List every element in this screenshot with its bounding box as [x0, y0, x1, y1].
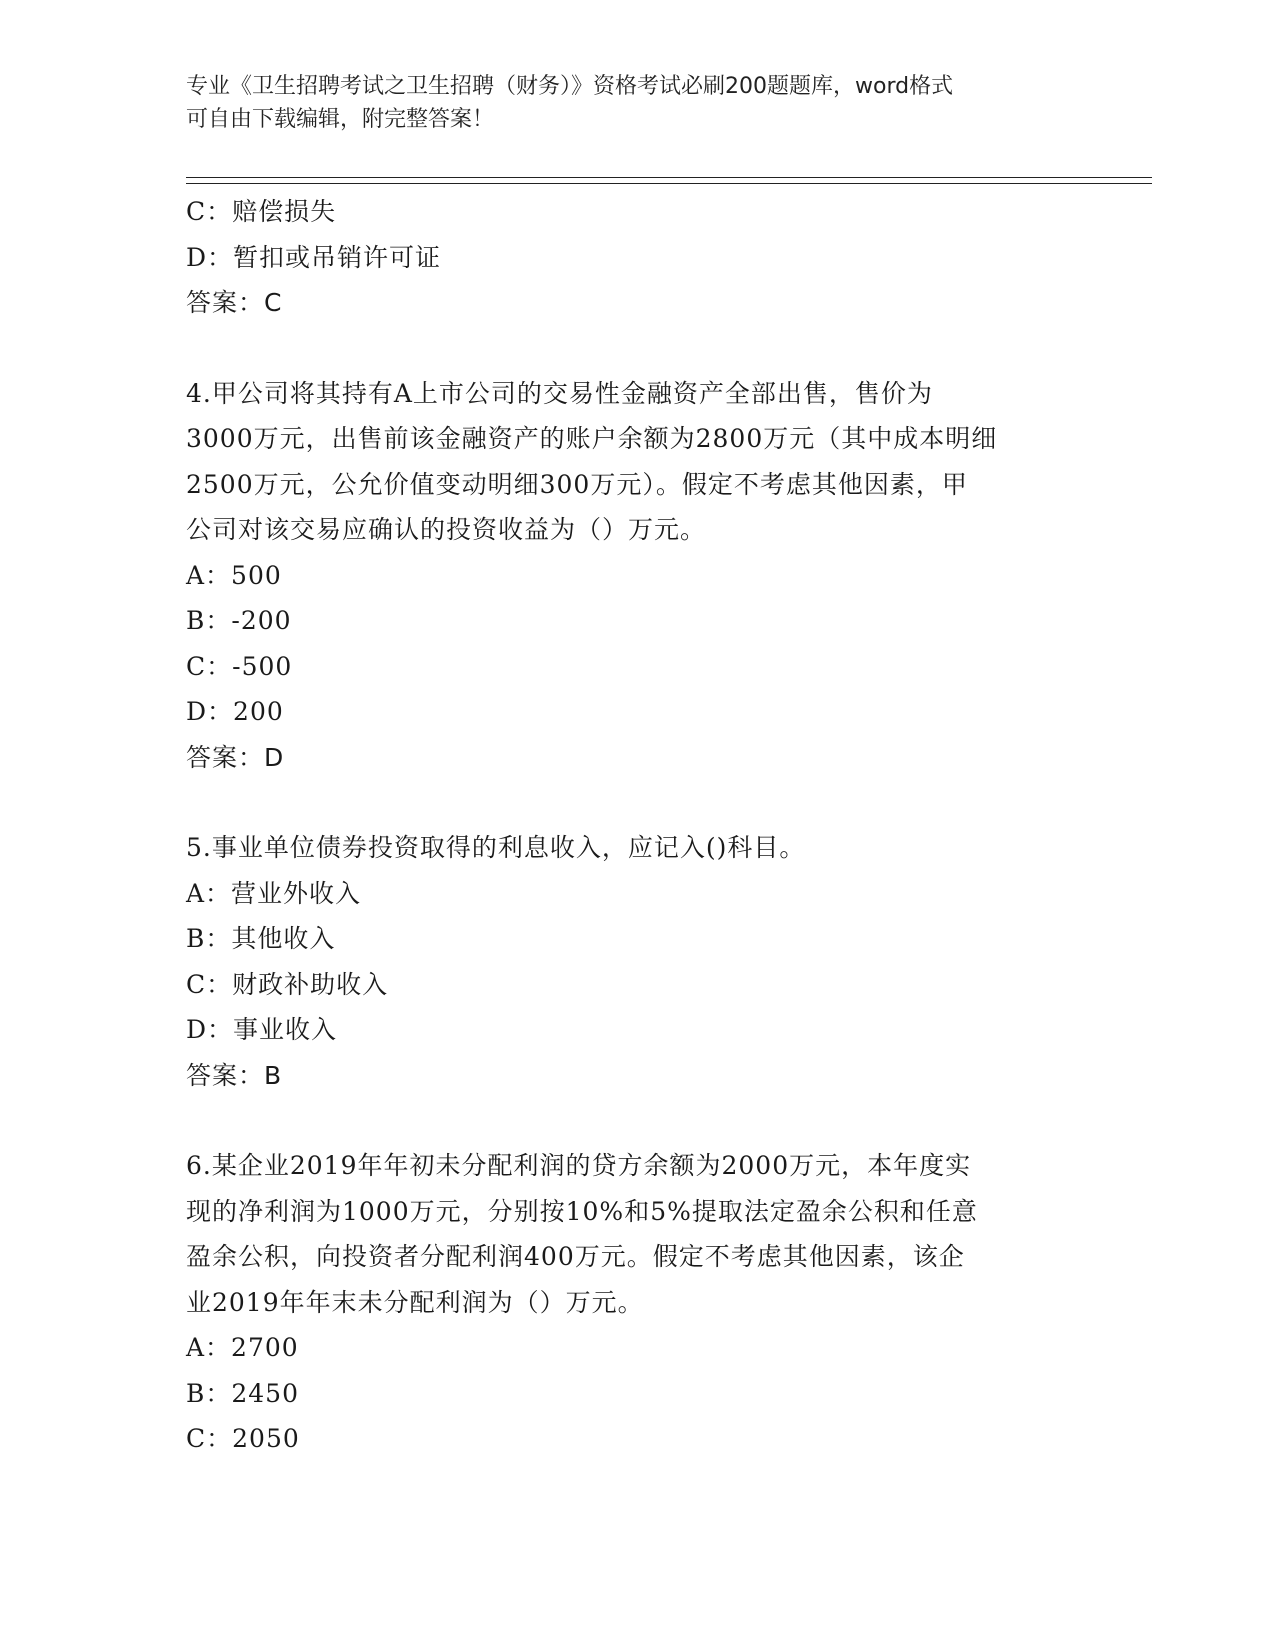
option-b: B：2450 [186, 1378, 299, 1408]
header-rule-top [186, 177, 1152, 178]
question-stem-line: 4.甲公司将其持有A上市公司的交易性金融资产全部出售，售价为 [186, 378, 933, 408]
question-stem-line: 公司对该交易应确认的投资收益为（）万元。 [186, 515, 707, 544]
question-list [186, 189, 1106, 1462]
option-c: C：财政补助收入 [186, 969, 389, 999]
question-4 [186, 371, 1106, 781]
document-header [186, 70, 1066, 136]
question-stem-line: 业2019年年末未分配利润为（）万元。 [186, 1287, 644, 1317]
header-line-2: 可自由下载编辑，附完整答案！ [186, 107, 495, 132]
header-line-1: 专业《卫生招聘考试之卫生招聘（财务）》资格考试必刷200题题库，word格式 [186, 74, 954, 99]
answer: 答案：B [186, 1060, 283, 1090]
question-stem-line: 盈余公积，向投资者分配利润400万元。假定不考虑其他因素，该企 [186, 1242, 965, 1271]
option-b: B：-200 [186, 606, 292, 635]
option-c: C：-500 [186, 651, 293, 681]
question-6 [186, 1143, 1106, 1462]
option-a: A：2700 [186, 1333, 299, 1362]
question-3-continued [186, 189, 1106, 326]
option-d: D：200 [186, 697, 284, 726]
question-stem-line: 3000万元，出售前该金融资产的账户余额为2800万元（其中成本明细 [186, 424, 998, 453]
option-c: C：赔偿损失 [186, 197, 337, 226]
option-a: A：营业外收入 [186, 878, 362, 908]
answer: 答案：D [186, 742, 285, 772]
option-c: C：2050 [186, 1424, 300, 1453]
question-stem-line: 现的净利润为1000万元，分别按10%和5%提取法定盈余公积和任意 [186, 1196, 978, 1226]
option-a: A：500 [186, 560, 282, 590]
option-d: D：暂扣或吊销许可证 [186, 242, 442, 272]
header-rule-bottom [186, 183, 1152, 184]
question-stem-line: 6.某企业2019年年初未分配利润的贷方余额为2000万元，本年度实 [186, 1151, 972, 1180]
question-5 [186, 825, 1106, 1098]
option-d: D：事业收入 [186, 1015, 338, 1044]
question-stem-line: 5.事业单位债券投资取得的利息收入，应记入()科目。 [186, 833, 806, 862]
answer: 答案：C [186, 288, 283, 317]
question-stem-line: 2500万元，公允价值变动明细300万元）。假定不考虑其他因素，甲 [186, 469, 968, 499]
option-b: B：其他收入 [186, 924, 336, 953]
